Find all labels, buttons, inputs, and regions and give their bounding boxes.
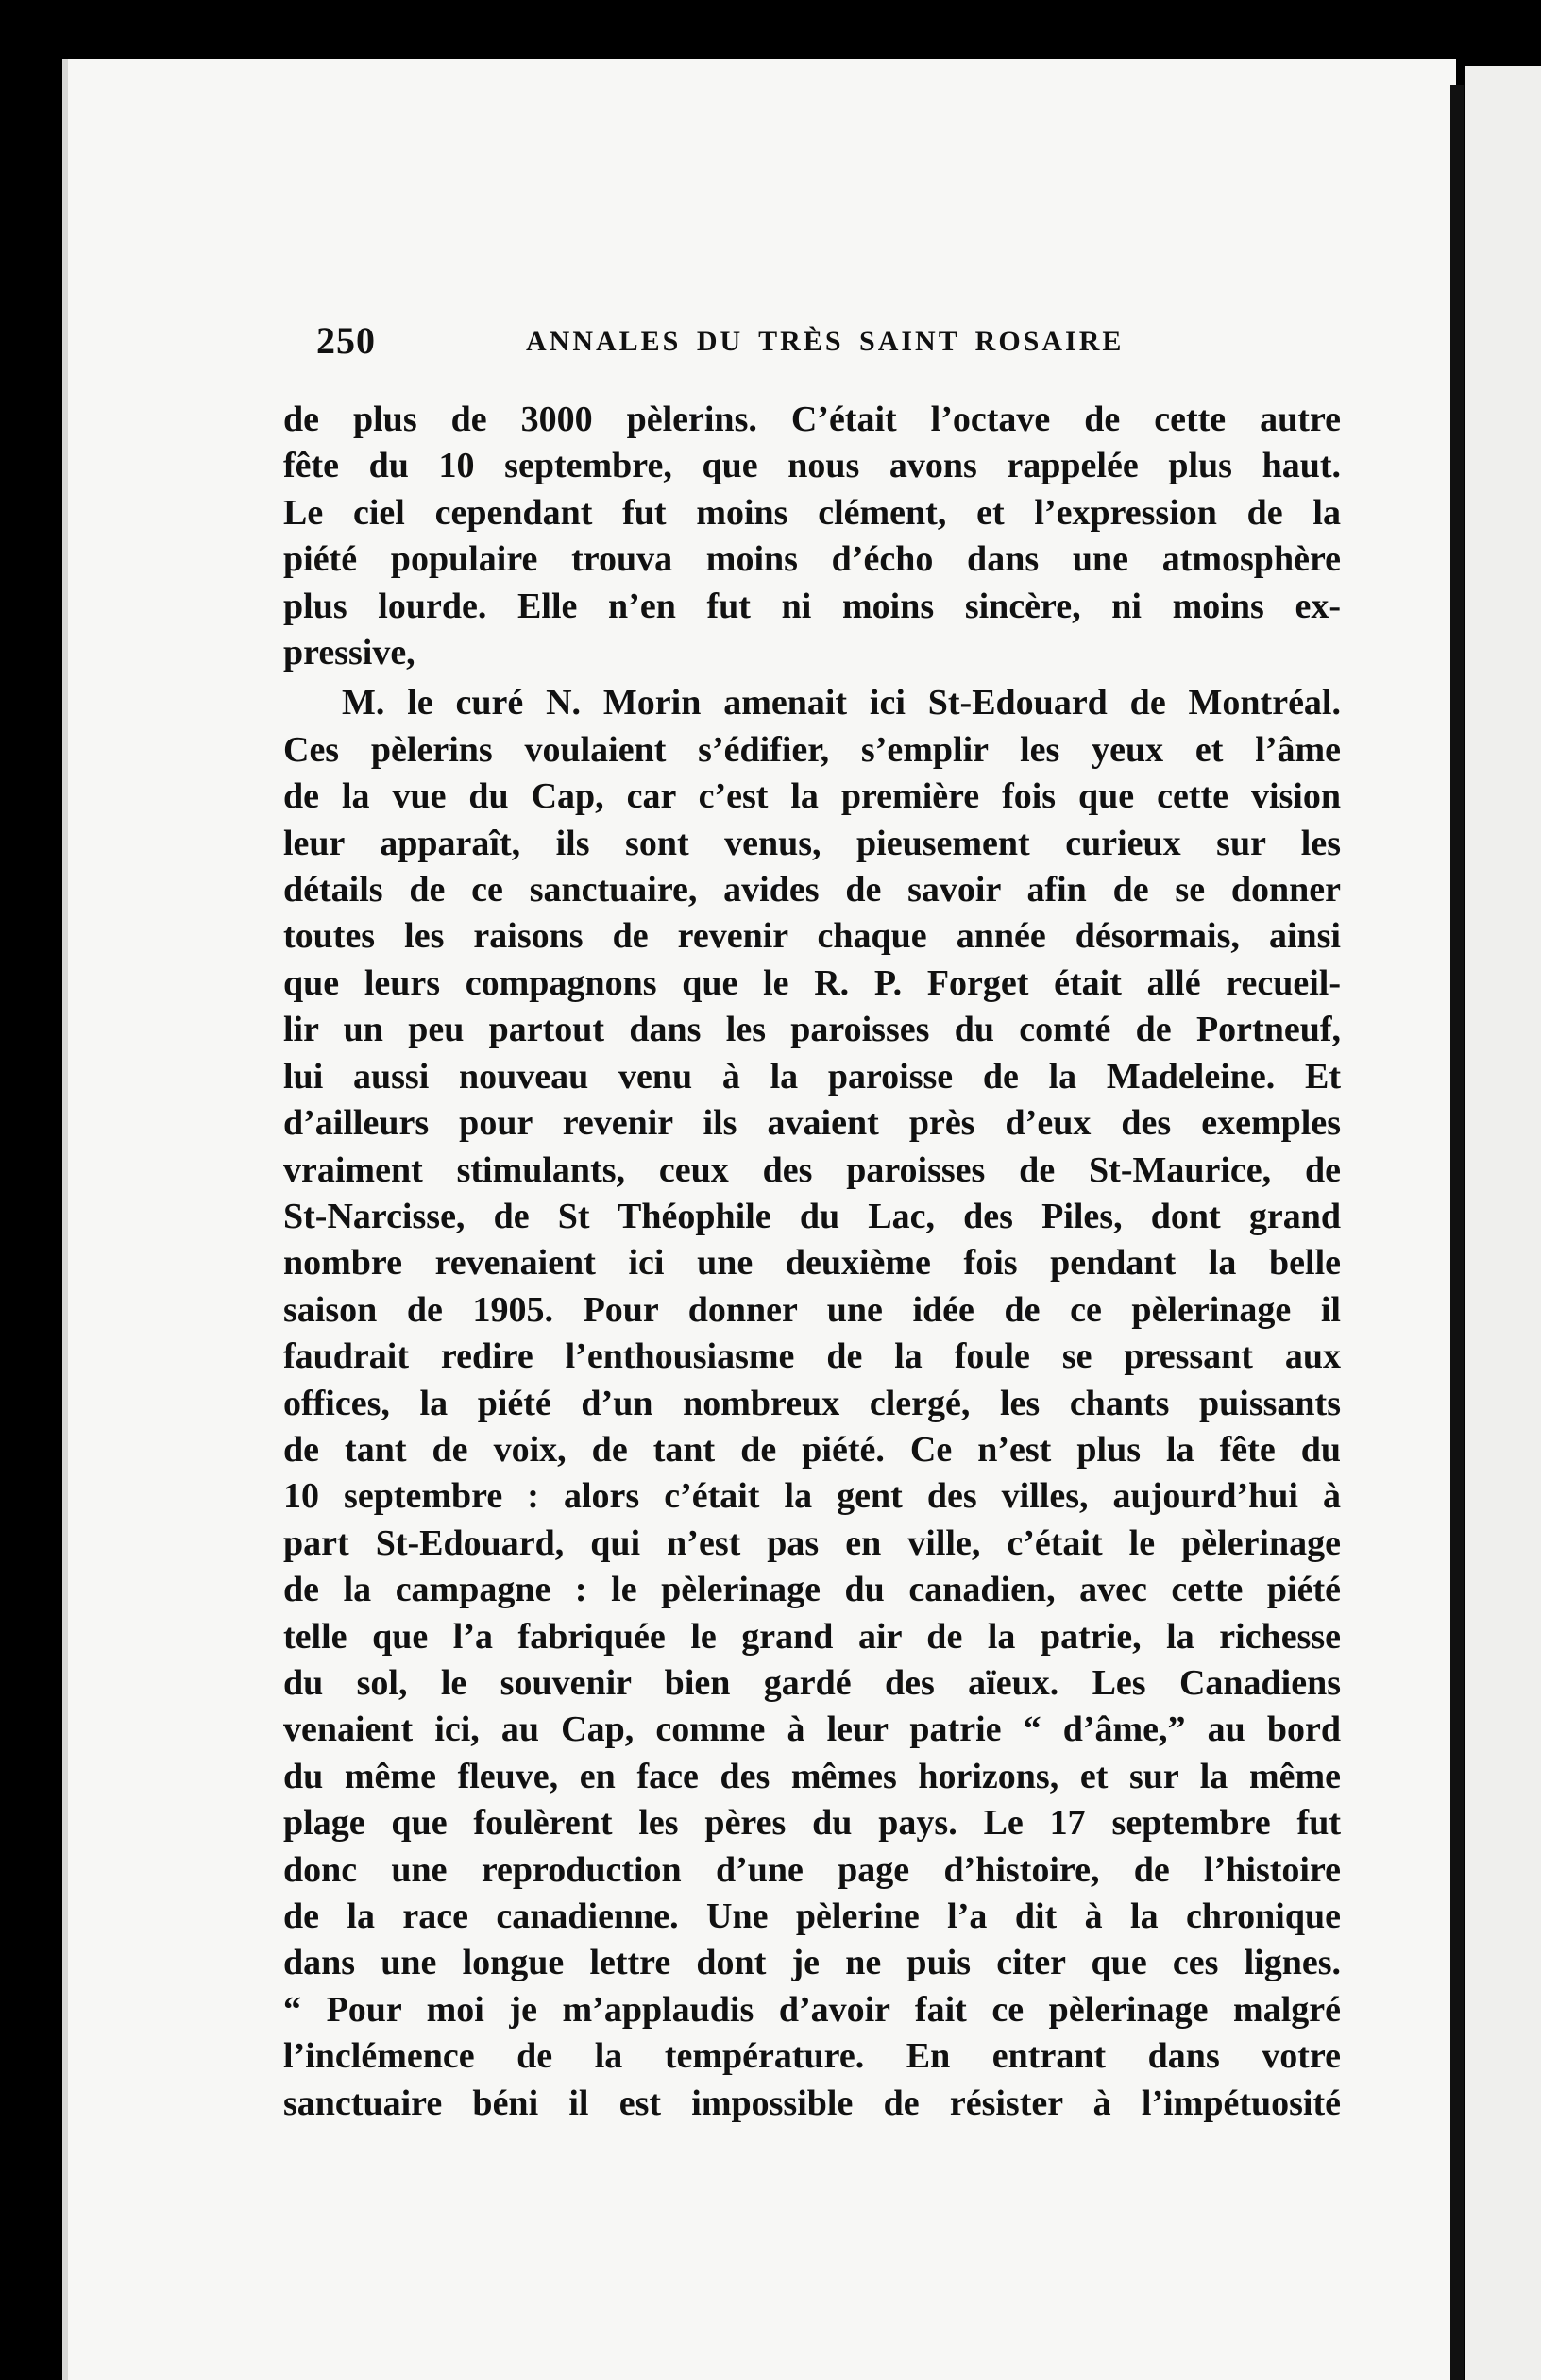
page-number: 250 bbox=[316, 319, 376, 362]
text-line: d’ailleurs pour revenir ils avaient près d’eux des exemples bbox=[283, 1103, 1341, 1144]
text-line: 10 septembre : alors c’était la gent des villes, aujourd’hui à bbox=[283, 1476, 1341, 1517]
text-line: pressive, bbox=[283, 633, 415, 673]
text-line: venaient ici, au Cap, comme à leur patrie “ d’âme,” au bord bbox=[283, 1709, 1341, 1750]
text-line: Le ciel cependant fut moins clément, et l’expression de la bbox=[283, 492, 1341, 533]
text-line: l’inclémence de la température. En entrant dans votre bbox=[283, 2036, 1341, 2077]
text-line: que leurs compagnons que le R. P. Forget était allé recueil- bbox=[283, 962, 1341, 1003]
text-line: fête du 10 septembre, que nous avons rappelée plus haut. bbox=[283, 446, 1341, 486]
text-line: plage que foulèrent les pères du pays. Le 17 septembre fut bbox=[283, 1803, 1341, 1844]
running-title: ANNALES DU TRÈS SAINT ROSAIRE bbox=[526, 326, 1125, 357]
text-line: du sol, le souvenir bien gardé des aïeux. Les Canadiens bbox=[283, 1662, 1341, 1703]
text-line: toutes les raisons de revenir chaque année désormais, ainsi bbox=[283, 916, 1341, 957]
text-line: offices, la piété d’un nombreux clergé, les chants puissants bbox=[283, 1383, 1341, 1423]
text-line: “ Pour moi je m’applaudis d’avoir fait ce pèlerinage malgré bbox=[283, 1989, 1341, 2030]
text-line: M. le curé N. Morin amenait ici St-Edouard de Montréal. bbox=[342, 683, 1341, 723]
text-line: St-Narcisse, de St Théophile du Lac, des Piles, dont grand bbox=[283, 1196, 1341, 1236]
page-gutter-shadow bbox=[1450, 85, 1464, 2380]
text-line: sanctuaire béni il est impossible de résister à l’impétuosité bbox=[283, 2082, 1341, 2123]
text-line: de la campagne : le pèlerinage du canadien, avec cette piété bbox=[283, 1570, 1341, 1610]
adjacent-page-edge bbox=[1465, 66, 1541, 2380]
text-line: leur apparaît, ils sont venus, pieusement curieux sur les bbox=[283, 823, 1341, 863]
text-line: dans une longue lettre dont je ne puis citer que ces lignes. bbox=[283, 1943, 1341, 1983]
text-line: plus lourde. Elle n’en fut ni moins sincère, ni moins ex- bbox=[283, 586, 1341, 626]
text-line: piété populaire trouva moins d’écho dans une atmosphère bbox=[283, 539, 1341, 580]
text-line: détails de ce sanctuaire, avides de savoir afin de se donner bbox=[283, 870, 1341, 910]
text-line: du même fleuve, en face des mêmes horizons, et sur la même bbox=[283, 1756, 1341, 1796]
text-line: faudrait redire l’enthousiasme de la foule se pressant aux bbox=[283, 1336, 1341, 1377]
text-line: nombre revenaient ici une deuxième fois pendant la belle bbox=[283, 1243, 1341, 1284]
paragraph-2 bbox=[283, 680, 1341, 2127]
text-line: lui aussi nouveau venu à la paroisse de la Madeleine. Et bbox=[283, 1056, 1341, 1096]
page-header bbox=[316, 318, 1336, 375]
text-line: de plus de 3000 pèlerins. C’était l’octave de cette autre bbox=[283, 400, 1341, 439]
text-line: telle que l’a fabriquée le grand air de la patrie, la richesse bbox=[283, 1616, 1341, 1657]
text-line: saison de 1905. Pour donner une idée de ce pèlerinage il bbox=[283, 1289, 1341, 1330]
text-line: lir un peu partout dans les paroisses du comté de Portneuf, bbox=[283, 1010, 1341, 1050]
text-line: de tant de voix, de tant de piété. Ce n’est plus la fête du bbox=[283, 1429, 1341, 1470]
text-line: donc une reproduction d’une page d’histoire, de l’histoire bbox=[283, 1849, 1341, 1890]
paragraph-1 bbox=[283, 397, 1341, 676]
text-line: de la vue du Cap, car c’est la première fois que cette vision bbox=[283, 776, 1341, 817]
text-line: Ces pèlerins voulaient s’édifier, s’emplir les yeux et l’âme bbox=[283, 729, 1341, 770]
text-line: vraiment stimulants, ceux des paroisses de St-Maurice, de bbox=[283, 1149, 1341, 1190]
text-line: de la race canadienne. Une pèlerine l’a dit à la chronique bbox=[283, 1896, 1341, 1936]
text-line: part St-Edouard, qui n’est pas en ville, c’était le pèlerinage bbox=[283, 1522, 1341, 1563]
body-text bbox=[283, 397, 1341, 2127]
